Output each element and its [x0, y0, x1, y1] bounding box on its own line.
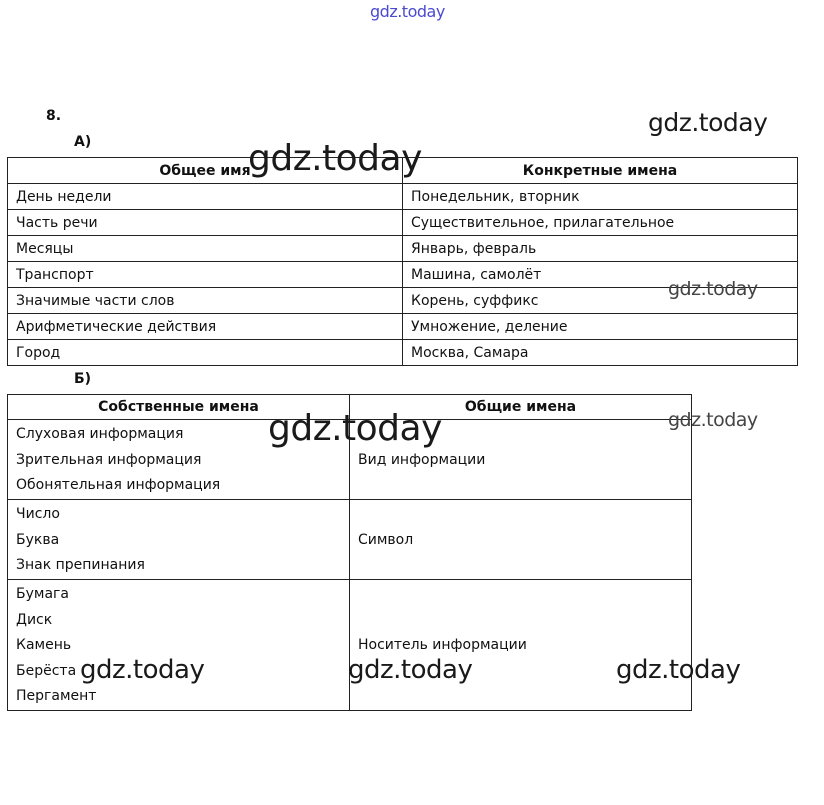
table-row [8, 236, 798, 262]
list-item: Камень [16, 637, 72, 653]
cell-specific: Умножение, деление [403, 314, 798, 340]
watermark-text: gdz.today [268, 408, 442, 449]
top-watermark: gdz.today [370, 2, 445, 21]
part-a-label: А) [74, 134, 92, 150]
table-row [8, 184, 798, 210]
cell-general: Транспорт [8, 262, 403, 288]
list-item: Обонятельная информация [16, 477, 221, 493]
list-item: Знак препинания [16, 557, 145, 573]
header-specific-names: Конкретные имена [403, 158, 798, 184]
cell-general: Месяцы [8, 236, 403, 262]
table-row [8, 580, 692, 711]
watermark-text: gdz.today [668, 409, 758, 431]
table-row [8, 340, 798, 366]
cell-general: Город [8, 340, 403, 366]
cell-specific: Понедельник, вторник [403, 184, 798, 210]
cell-specific: Существительное, прилагательное [403, 210, 798, 236]
cell-specific: Корень, суффикс [403, 288, 798, 314]
header-general-name: Общее имя [8, 158, 403, 184]
list-item: Буква [16, 531, 60, 548]
cell-specific: Москва, Самара [403, 340, 798, 366]
cell-general: День недели [8, 184, 403, 210]
watermark-text: gdz.today [248, 138, 422, 179]
cell-general: Значимые части слов [8, 288, 403, 314]
cell-proper-list [8, 580, 350, 711]
list-item: Диск [16, 611, 53, 628]
header-proper-names: Собственные имена [8, 395, 350, 420]
part-b-label: Б) [74, 371, 92, 387]
header-common-names: Общие имена [350, 395, 692, 420]
list-item: Бумага [16, 586, 69, 602]
watermark-text: gdz.today [648, 108, 768, 137]
watermark-text: gdz.today [80, 655, 205, 685]
list-item: Пергамент [16, 688, 97, 704]
table-row [8, 210, 798, 236]
cell-specific: Январь, февраль [403, 236, 798, 262]
watermark-text: gdz.today [668, 278, 758, 300]
cell-common: Символ [350, 500, 692, 580]
cell-common: Вид информации [350, 420, 692, 500]
list-item: Слуховая информация [16, 426, 184, 442]
table-row [8, 314, 798, 340]
watermark-text: gdz.today [348, 655, 473, 685]
cell-general: Часть речи [8, 210, 403, 236]
watermark-text: gdz.today [616, 655, 741, 685]
list-item: Число [16, 506, 60, 522]
list-item: Берёста [16, 662, 77, 679]
table-row [8, 500, 692, 580]
cell-specific: Машина, самолёт [403, 262, 798, 288]
list-item: Зрительная информация [16, 451, 202, 468]
table-a [7, 157, 798, 366]
cell-general: Арифметические действия [8, 314, 403, 340]
cell-common: Носитель информации [350, 580, 692, 711]
cell-proper-list [8, 500, 350, 580]
exercise-number: 8. [46, 108, 62, 124]
